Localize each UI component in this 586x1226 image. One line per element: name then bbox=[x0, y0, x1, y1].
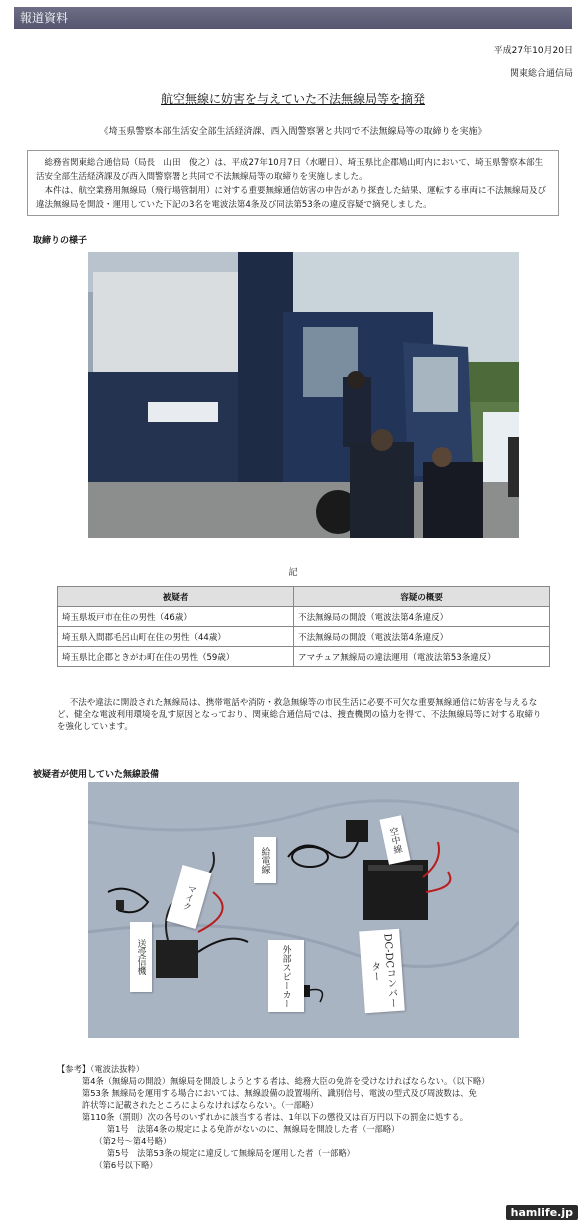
body-text: 不法や違法に開設された無線局は、携帯電話や消防・救急無線等の市民生活に必要不可欠な重要無線通信に妨害を与えるなど、健全な電波利用環境を乱す原因となっており、関東総合通信局では、捜査機関の協力を得て、不法無線局等に対する取締りを強化しています。 bbox=[57, 698, 542, 732]
summary-paragraph: 総務省関東総合通信局（局長 山田 俊之）は、平成27年10月7日（水曜日）、埼玉県比企郡鳩山町内において、埼玉県警察本部生活安全部生活経済課及び西入間警察署と共同で不法無線局等の取締りを実施しました。 bbox=[36, 158, 544, 182]
table-header-summary: 容疑の概要 bbox=[294, 587, 550, 607]
table-cell: 埼玉県入間郡毛呂山町在住の男性（44歳） bbox=[58, 627, 294, 647]
label-antenna: 空中線 bbox=[379, 815, 410, 865]
label-mic: マイク bbox=[167, 865, 212, 929]
suspects-table bbox=[57, 586, 550, 667]
enforcement-photo bbox=[88, 252, 519, 538]
summary-box bbox=[27, 150, 559, 216]
issuer-name: 関東総合通信局 bbox=[509, 69, 573, 79]
note-line: 許状等に記載されたところによらなければならない。（一部略） bbox=[57, 1100, 319, 1110]
table-cell: 不法無線局の開設（電波法第4条違反） bbox=[294, 627, 550, 647]
label-speaker: 外部スピーカー bbox=[268, 940, 304, 1012]
label-transceiver: 送受信機 bbox=[130, 922, 152, 992]
table-header-suspect: 被疑者 bbox=[58, 587, 294, 607]
note-line: 第110条（罰則）次の各号のいずれかに該当する者は、1年以下の懲役又は百万円以下の罰金に処する。 bbox=[57, 1112, 469, 1122]
header-label: 報道資料 bbox=[20, 11, 69, 25]
section-heading-enforcement: 取締りの様子 bbox=[33, 236, 88, 246]
note-line: 第5号 法第53条の規定に違反して無線局を運用した者（一部略） bbox=[57, 1148, 355, 1158]
truck-scene-image bbox=[88, 252, 519, 538]
section-heading-equipment: 被疑者が使用していた無線設備 bbox=[33, 770, 160, 780]
note-line: 第1号 法第4条の規定による免許がないのに、無線局を開設した者（一部略） bbox=[57, 1124, 400, 1134]
page-title: 航空無線に妨害を与えていた不法無線局等を摘発 bbox=[160, 92, 425, 106]
table-row bbox=[58, 647, 550, 667]
note-line: 第4条（無線局の開設）無線局を開設しようとする者は、総務大臣の免許を受けなければならない。（以下略） bbox=[57, 1076, 490, 1086]
label-converter: DC-DCコンバーター bbox=[359, 929, 405, 1014]
table-cell: 埼玉県坂戸市在住の男性（46歳） bbox=[58, 607, 294, 627]
press-release-header bbox=[14, 7, 572, 29]
equipment-photo bbox=[88, 782, 519, 1038]
summary-paragraph: 本件は、航空業務用無線局（飛行場管制用）に対する重要無線通信妨害の申告があり探査した結果、運転する車両に不法無線局及び違法無線局を開設・運用していた下記の3名を電波法第4条及び同法第53条の違反容疑で摘発しました。 bbox=[36, 186, 547, 210]
note-line: 【参考】（電波法抜粋） bbox=[57, 1064, 145, 1074]
table-cell: アマチュア無線局の違法運用（電波法第53条違反） bbox=[294, 647, 550, 667]
ki-label: 記 bbox=[288, 568, 298, 578]
note-line: （第2号～第4号略） bbox=[57, 1136, 172, 1146]
table-row bbox=[58, 627, 550, 647]
table-cell: 埼玉県比企郡ときがわ町在住の男性（59歳） bbox=[58, 647, 294, 667]
note-line: （第6号以下略） bbox=[57, 1160, 158, 1170]
table-row bbox=[58, 607, 550, 627]
site-watermark: hamlife.jp bbox=[506, 1205, 578, 1220]
page-subtitle: 《埼玉県警察本部生活安全部生活経済課、西入間警察署と共同で不法無線局等の取締りを実施》 bbox=[99, 127, 487, 137]
release-date: 平成27年10月20日 bbox=[493, 46, 573, 56]
body-paragraph bbox=[57, 697, 547, 733]
label-feed-line: 給電線 bbox=[254, 837, 276, 883]
note-line: 第53条 無線局を運用する場合においては、無線設備の設置場所、識別信号、電波の型式及び周波数は、免 bbox=[57, 1088, 477, 1098]
reference-notes bbox=[57, 1063, 557, 1171]
table-cell: 不法無線局の開設（電波法第4条違反） bbox=[294, 607, 550, 627]
table-header-row bbox=[58, 587, 550, 607]
